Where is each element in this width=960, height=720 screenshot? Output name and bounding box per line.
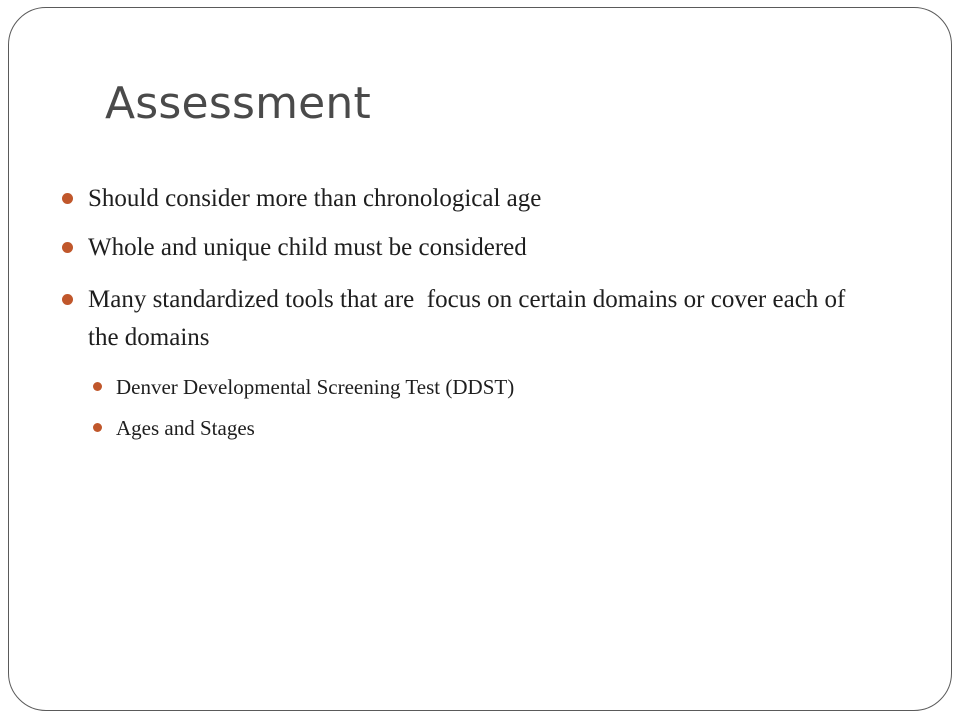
slide-title: Assessment — [105, 78, 371, 129]
sub-bullet-dot-icon — [93, 382, 102, 391]
bullet-item — [88, 281, 858, 357]
sub-bullet-text: Denver Developmental Screening Test (DDST) — [116, 375, 515, 399]
bullet-dot-icon — [62, 294, 73, 305]
sub-bullet-text: Ages and Stages — [116, 416, 255, 440]
bullet-dot-icon — [62, 193, 73, 204]
sub-bullet-item — [116, 413, 876, 443]
sub-bullet-item — [116, 372, 876, 402]
bullet-text: Whole and unique child must be considered — [88, 234, 527, 261]
sub-bullet-dot-icon — [93, 423, 102, 432]
bullet-dot-icon — [62, 242, 73, 253]
bullet-text: Many standardized tools that are focus on certain domains or cover each of the domains — [88, 286, 852, 351]
bullet-item — [88, 180, 888, 218]
bullet-item — [88, 229, 888, 267]
bullet-text: Should consider more than chronological age — [88, 185, 542, 212]
